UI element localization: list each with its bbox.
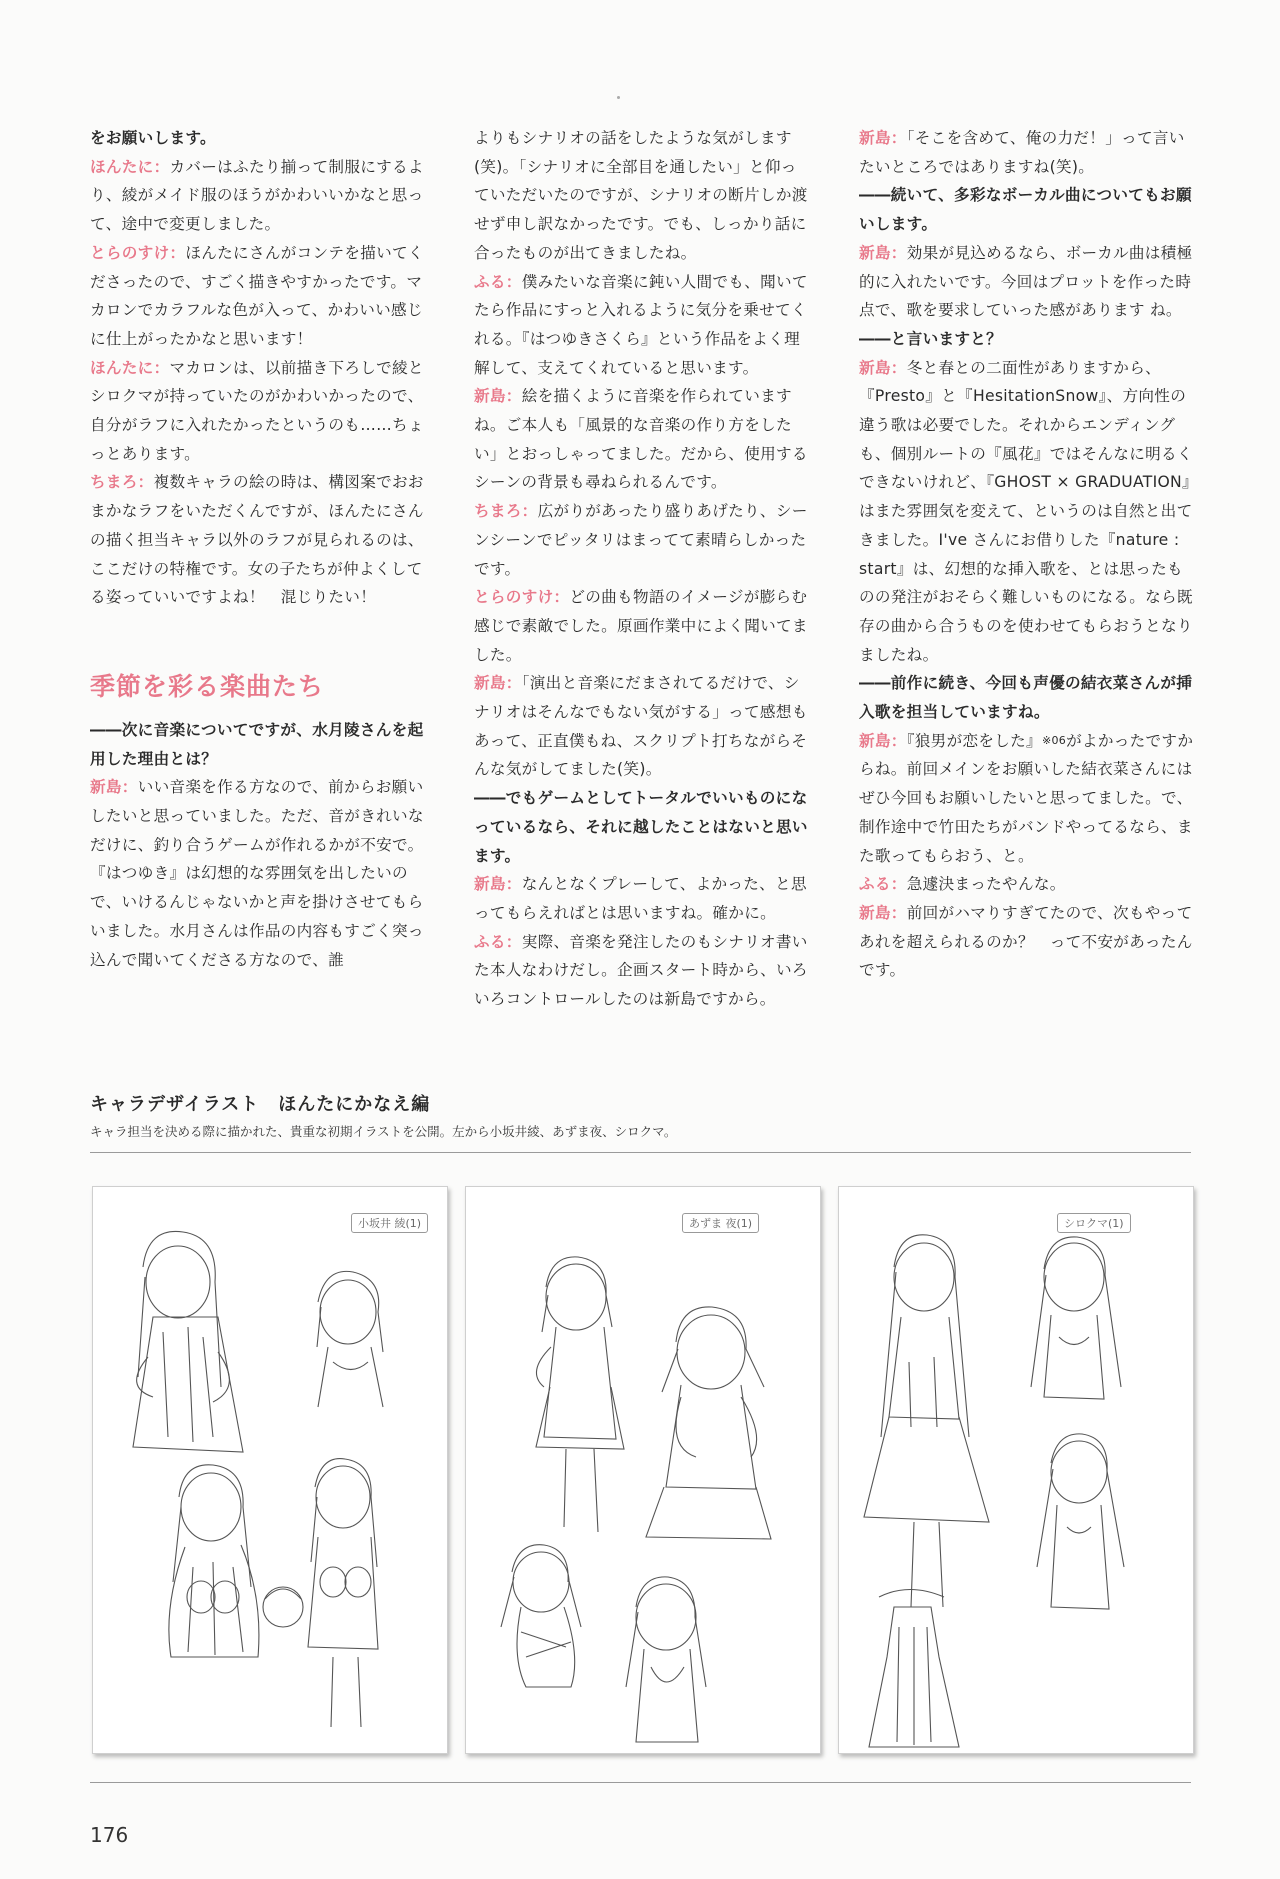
dialogue-text: よりもシナリオの話をしたような気がします(笑)。「シナリオに全部目を通したい」と仰っていただいたのですが、シナリオの断片しか渡せず申し訳なかったです。でも、しっかり話に合ったものが出てきましたね。 xyxy=(474,129,808,262)
gallery-title: キャラデザイラスト ほんたにかなえ編 xyxy=(90,1094,431,1115)
dialogue-paragraph xyxy=(90,468,427,612)
dialogue-paragraph xyxy=(90,354,427,469)
divider xyxy=(90,1782,1191,1783)
dialogue-text: 「そこを含めて、俺の力だ！」って言いたいところではありますね(笑)。 xyxy=(859,129,1185,176)
speaker-name: ふる： xyxy=(474,272,522,291)
speaker-name: ほんたに： xyxy=(90,157,170,176)
dialogue-text: どの曲も物語のイメージが膨らむ感じで素敵でした。原画作業中によく聞いてました。 xyxy=(474,588,808,664)
dialogue-text: 実際、音楽を発注したのもシナリオ書いた本人なわけだし。企画スタート時から、いろいろコントロールしたのは新島ですから。 xyxy=(474,932,808,1009)
dialogue-paragraph xyxy=(474,382,811,497)
character-sketch-image xyxy=(839,1187,1193,1753)
page-number: 176 xyxy=(90,1823,129,1847)
sketch-sheet-3 xyxy=(838,1186,1194,1754)
dialogue-paragraph xyxy=(474,497,811,583)
dialogue-text: いい音楽を作る方なので、前からお願いしたいと思っていました。ただ、音がきれいなだけに、釣り合うゲームが作れるかが不安で。『はつゆき』は幻想的な雰囲気を出したいので、いけるんじゃないかと声を掛けさせてもらいました。水月さんは作品の内容もすごく突っ込んで聞いてくださる方なので、誰 xyxy=(90,778,424,969)
text-column-2 xyxy=(474,124,811,1014)
speaker-name: 新島： xyxy=(859,731,907,750)
dialogue-paragraph xyxy=(474,583,811,669)
dialogue-paragraph xyxy=(90,239,427,354)
speaker-name: ちまろ： xyxy=(474,502,538,521)
dialogue-text: マカロンは、以前描き下ろしで綾とシロクマが持っていたのがかわいかったので、自分がラフに入れたかったというのも……ちょっとあります。 xyxy=(90,358,424,463)
dialogue-text: がよかったですからね。前回メインをお願いした結衣菜さんにはぜひ今回もお願いしたいと思ってました。で、制作途中で竹田たちがバンドやってるなら、また歌ってもらおう、と。 xyxy=(859,731,1194,865)
dialogue-text: 僕みたいな音楽に鈍い人間でも、聞いてたら作品にすっと入れるように気分を乗せてくれる。『はつゆきさくら』という作品をよく理解して、支えてくれていると思います。 xyxy=(474,272,808,377)
footnote-mark: ※06 xyxy=(1041,733,1067,747)
speaker-name: 新島： xyxy=(474,674,522,693)
section-heading: 季節を彩る楽曲たち xyxy=(90,671,325,701)
dialogue-text: 冬と春との二面性がありますから、『Presto』と『HesitationSnow』、方向性の違う歌は必要でした。それからエンディングも、個別ルートの『風花』ではそんなに明るくできないけれど、『GHOST × GRADUATION』はまた雰囲気を変えて、というのは自然と出てきました。I've さんにお借りした『nature : start』は、幻想的な挿入歌を、とは思ったものの発注がおそらく難しいものになる。なら既存の曲から合うものを使わせてもらおうとなりましたね。 xyxy=(859,358,1193,664)
dialogue-text: 広がりがあったり盛りあげたり、シーンシーンでピッタリはまってて素晴らしかったです。 xyxy=(474,502,808,578)
dialogue-text: 急遽決まったやんな。 xyxy=(906,875,1066,894)
dialogue-paragraph xyxy=(474,124,811,268)
sheet-label: シロクマ(1) xyxy=(1057,1213,1131,1233)
dialogue-paragraph xyxy=(90,153,427,239)
dialogue-paragraph xyxy=(90,773,427,974)
dialogue-text: 効果が見込めるなら、ボーカル曲は積極的に入れたいです。今回はプロットを作った時点で、歌を要求していった感があります ね。 xyxy=(859,243,1193,320)
dialogue-text: 絵を描くように音楽を作られていますね。ご本人も「風景的な音楽の作り方をしたい」とおっしゃってました。だから、使用するシーンの背景も尋ねられるんです。 xyxy=(474,387,808,492)
sketch-sheet-2 xyxy=(465,1186,821,1754)
question-text: ――でもゲームとしてトータルでいいものになっているなら、それに越したことはないと思います。 xyxy=(474,789,808,865)
dialogue-paragraph xyxy=(859,899,1196,985)
dialogue-paragraph xyxy=(474,928,811,1014)
speaker-name: 新島： xyxy=(859,903,907,922)
dialogue-paragraph xyxy=(859,124,1196,181)
dialogue-text: なんとなくプレーして、よかった、と思ってもらえればとは思いますね。確かに。 xyxy=(474,875,807,922)
dialogue-text: ほんたにさんがコンテを描いてくださったので、すごく描きやすかったです。マカロンでカラフルな色が入って、かわいい感じに仕上がったかなと思います！ xyxy=(90,243,424,348)
speaker-name: 新島： xyxy=(859,358,907,377)
question-text: ――次に音楽についてですが、水月陵さんを起用した理由とは？ xyxy=(90,720,424,768)
sketch-sheet-1 xyxy=(92,1186,448,1754)
dialogue-paragraph xyxy=(859,354,1196,670)
speaker-name: 新島： xyxy=(859,129,907,147)
speaker-name: とらのすけ： xyxy=(474,588,570,607)
sheet-label: あずま 夜(1) xyxy=(682,1213,759,1233)
speaker-name: ふる： xyxy=(474,932,522,951)
sheet-label: 小坂井 綾(1) xyxy=(351,1213,428,1233)
question-text: をお願いします。 xyxy=(90,129,216,147)
question-text: ――と言いますと？ xyxy=(859,329,1003,348)
speaker-name: ふる： xyxy=(859,875,907,894)
speaker-name: 新島： xyxy=(859,243,907,262)
dialogue-paragraph xyxy=(474,870,811,927)
gallery-caption: キャラ担当を決める際に描かれた、貴重な初期イラストを公開。左から小坂井綾、あずま夜、シロクマ。 xyxy=(90,1124,677,1139)
dialogue-text: カバーはふたり揃って制服にするより、綾がメイド服のほうがかわいいかなと思って、途中で変更しました。 xyxy=(90,157,424,234)
dialogue-text: 『狼男が恋をした』 xyxy=(906,731,1042,750)
dialogue-paragraph xyxy=(859,870,1196,899)
question-text: ――続いて、多彩なボーカル曲についてもお願いします。 xyxy=(859,186,1192,234)
speaker-name: 新島： xyxy=(474,387,522,406)
dialogue-paragraph xyxy=(474,268,811,383)
character-sketch-image xyxy=(93,1187,447,1753)
text-column-3 xyxy=(859,124,1196,985)
dialogue-paragraph xyxy=(859,239,1196,325)
dialogue-text: 複数キャラの絵の時は、構図案でおおまかなラフをいただくんですが、ほんたにさんの描く担当キャラ以外のラフが見られるのは、ここだけの特権です。女の子たちが仲よくしてる姿っていいですよね！ 混じりたい！ xyxy=(90,473,424,607)
print-mark xyxy=(617,96,620,99)
question-text: ――前作に続き、今回も声優の結衣菜さんが挿入歌を担当していますね。 xyxy=(859,674,1193,722)
speaker-name: 新島： xyxy=(90,778,138,797)
speaker-name: ほんたに： xyxy=(90,358,170,377)
dialogue-paragraph xyxy=(474,669,811,784)
dialogue-paragraph xyxy=(859,727,1196,871)
text-column-1 xyxy=(90,124,427,974)
dialogue-text: 前回がハマりすぎてたので、次もやってあれを超えられるのか？ って不安があったんです。 xyxy=(859,903,1193,980)
speaker-name: 新島： xyxy=(474,875,522,894)
divider xyxy=(90,1152,1191,1153)
character-sketch-image xyxy=(466,1187,820,1753)
speaker-name: とらのすけ： xyxy=(90,243,186,262)
speaker-name: ちまろ： xyxy=(90,473,154,492)
dialogue-text: 「演出と音楽にだまされてるだけで、シナリオはそんなでもない気がする」って感想もあって、正直僕もね、スクリプト打ちながらそんな気がしてました(笑)。 xyxy=(474,674,808,779)
